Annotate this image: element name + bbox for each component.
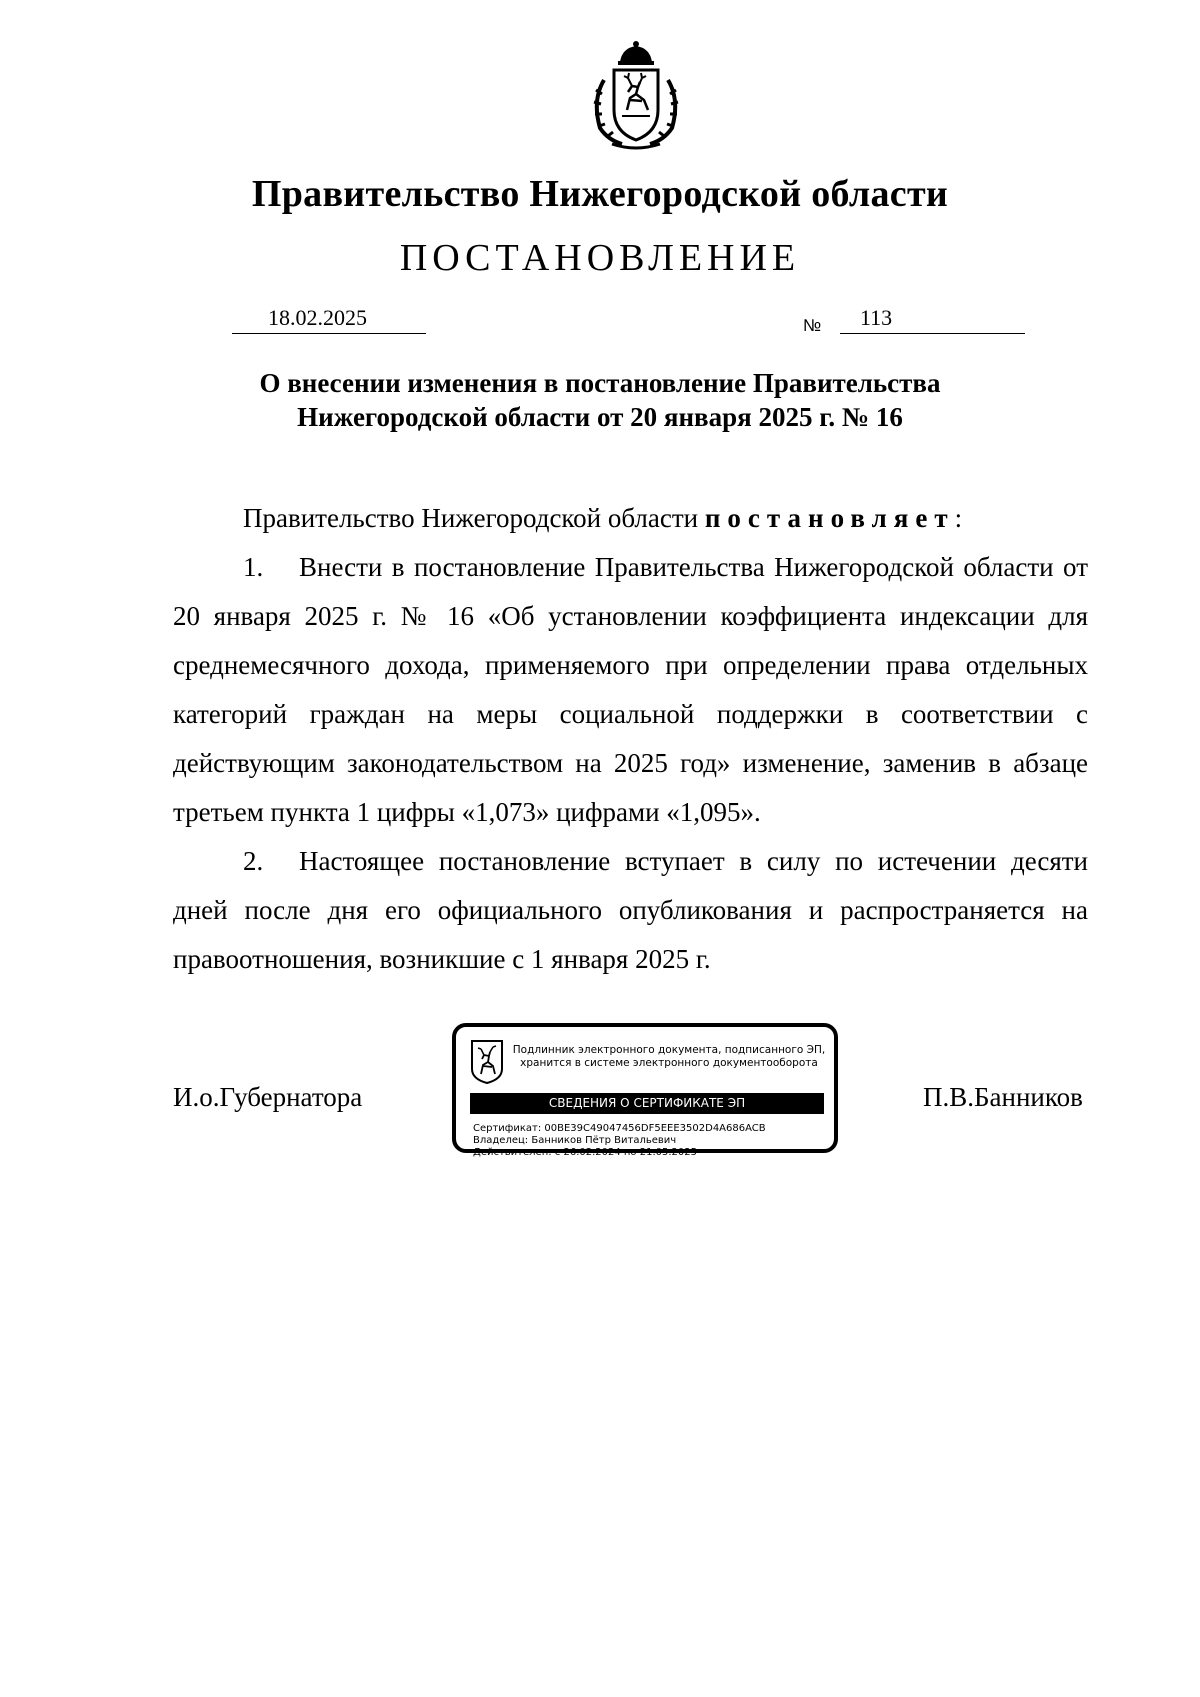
preamble-text: Правительство Нижегородской области: [243, 503, 699, 533]
preamble: [173, 494, 1088, 543]
subject-line-1: О внесении изменения в постановление Правительства: [259, 368, 941, 398]
certificate-owner: Владелец: Банников Пётр Витальевич: [473, 1135, 677, 1146]
deer-emblem-icon: [470, 1039, 504, 1085]
date-field: [232, 305, 426, 334]
stamp-note: [508, 1044, 830, 1070]
signatory-name: П.В.Банников: [923, 1082, 1083, 1112]
stamp-note-line-2: хранится в системе электронного документооборота: [520, 1057, 818, 1069]
certificate-info-bar: СВЕДЕНИЯ О СЕРТИФИКАТЕ ЭП: [470, 1093, 824, 1114]
organization-title: Правительство Нижегородской области: [251, 173, 949, 215]
paragraph-2-number: 2.: [243, 846, 264, 876]
signatory-position: И.о.Губернатора: [173, 1082, 363, 1112]
electronic-signature-stamp: [452, 1023, 838, 1158]
certificate-id: Сертификат: 00BE39C49047456DF5EEE3502D4A686ACB: [473, 1123, 766, 1134]
document-type: ПОСТАНОВЛЕНИЕ: [399, 237, 801, 279]
paragraph-1: [173, 543, 1088, 837]
document-subject: [150, 366, 1050, 434]
preamble-emphasis: постановляет: [704, 503, 955, 533]
document-number: 113: [860, 305, 893, 330]
paragraph-1-number: 1.: [243, 552, 264, 582]
paragraph-2: [173, 837, 1088, 984]
stamp-note-line-1: Подлинник электронного документа, подписанного ЭП,: [512, 1044, 826, 1056]
subject-line-2: Нижегородской области от 20 января 2025 г. № 16: [297, 402, 903, 432]
coat-of-arms-icon: [582, 40, 690, 152]
number-field: [840, 305, 1025, 334]
certificate-details: [473, 1123, 766, 1159]
document-body: [173, 494, 1088, 984]
document-date: 18.02.2025: [268, 305, 367, 330]
number-sign: №: [803, 316, 822, 335]
certificate-validity: Действителен: с 26.02.2024 по 21.05.2025: [473, 1147, 697, 1158]
preamble-colon: :: [954, 503, 963, 533]
paragraph-1-text: Внести в постановление Правительства Нижегородской области от 20 января 2025 г. № 16 «Об установлении коэффициента индексации для среднемесячного дохода, применяемого при определении права отдельных категорий граждан на меры социальной поддержки в соответствии с действующим законодательством на 2025 год» изменение, заменив в абзаце третьем пункта 1 цифры «1,073» цифрами «1,095».: [173, 552, 1088, 827]
paragraph-2-text: Настоящее постановление вступает в силу по истечении десяти дней после дня его официального опубликования и распространяется на правоотношения, возникшие с 1 января 2025 г.: [173, 846, 1088, 974]
